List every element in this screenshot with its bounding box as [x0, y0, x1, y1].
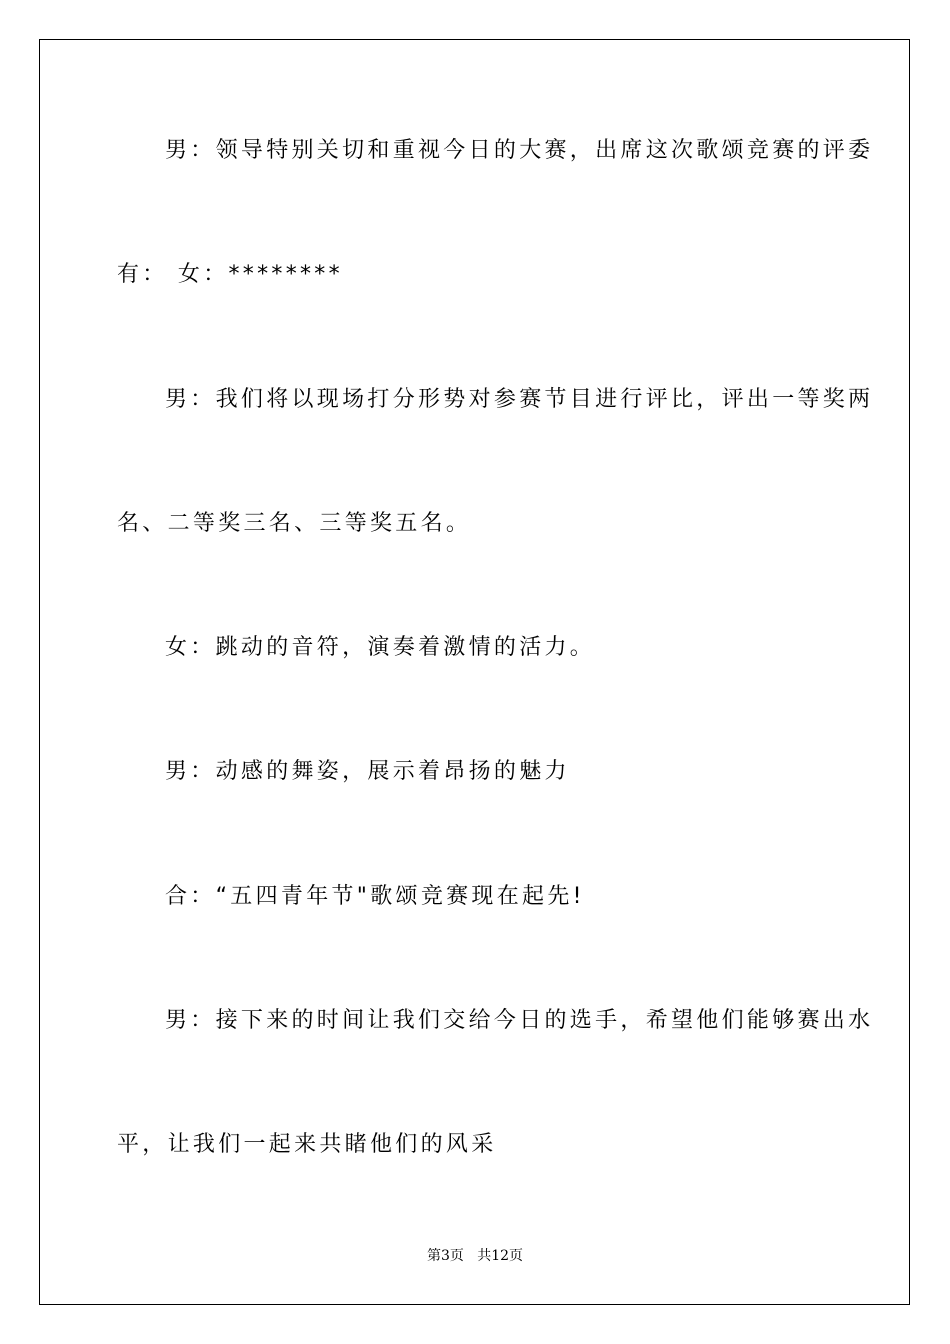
page-border — [39, 39, 910, 1305]
text-line-4: 名、二等奖三名、三等奖五名。 — [117, 511, 472, 536]
text-line-6: 男：动感的舞姿，展示着昂扬的魅力 — [165, 759, 570, 784]
text-line-1: 男：领导特别关切和重视今日的大赛，出席这次歌颂竞赛的评委 — [165, 138, 874, 163]
text-line-2: 有： 女：******** — [117, 262, 343, 287]
text-line-3: 男：我们将以现场打分形势对参赛节目进行评比，评出一等奖两 — [165, 387, 874, 412]
text-line-9: 平，让我们一起来共睹他们的风采 — [117, 1132, 497, 1157]
page-footer: 第3页 共12页 — [426, 1248, 524, 1264]
text-line-7: 合：“五四青年节"歌颂竞赛现在起先! — [165, 884, 585, 909]
text-line-5: 女：跳动的音符，演奏着激情的活力。 — [165, 635, 596, 660]
text-line-8: 男：接下来的时间让我们交给今日的选手，希望他们能够赛出水 — [165, 1008, 874, 1033]
